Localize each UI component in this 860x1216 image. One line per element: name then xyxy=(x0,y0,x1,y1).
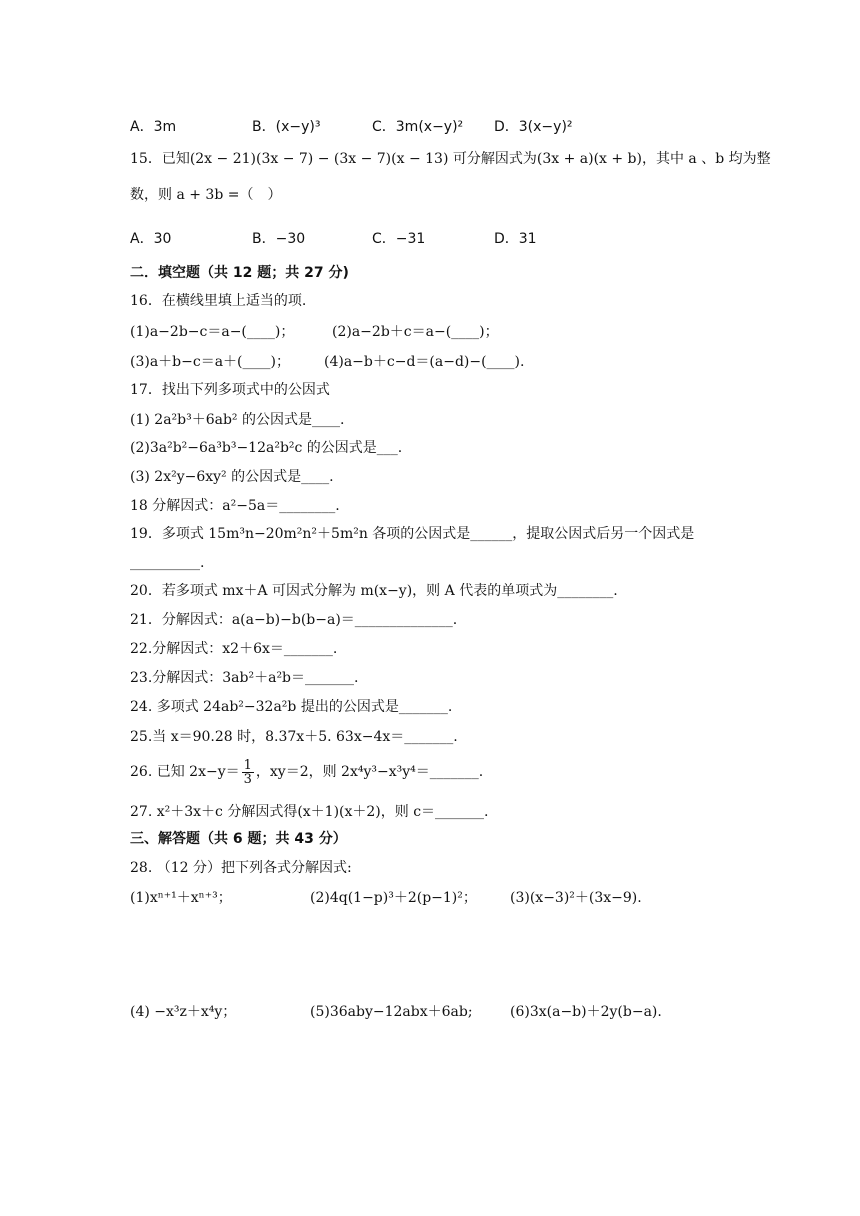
q16-item-2: (2)a−2b＋c＝a−(____)； xyxy=(332,324,499,340)
q28-title: 28. （12 分）把下列各式分解因式: xyxy=(130,860,352,876)
q14-option-d: D．3(x−y)² xyxy=(494,119,573,135)
q21: 21．分解因式：a(a−b)−b(b−a)＝______________. xyxy=(130,612,458,628)
q28-item-5: (5)36aby−12abx＋6ab; xyxy=(310,1004,473,1020)
q27: 27. x²＋3x＋c 分解因式得(x＋1)(x＋2)，则 c＝_______. xyxy=(130,804,489,820)
q15-option-b: B．−30 xyxy=(252,231,306,247)
q28-item-1: (1)xⁿ⁺¹＋xⁿ⁺³； xyxy=(130,890,232,906)
q26-prefix: 26. 已知 2x−y＝ xyxy=(130,764,240,780)
q28-item-2: (2)4q(1−p)³＋2(p−1)²； xyxy=(310,890,477,906)
q16-title: 16．在横线里填上适当的项. xyxy=(130,293,307,309)
section2-title: 二．填空题（共 12 题；共 27 分) xyxy=(130,265,349,281)
q26 xyxy=(130,756,483,788)
q26-fraction-denominator: 3 xyxy=(243,771,252,787)
q28-item-4: (4) −x³z＋x⁴y； xyxy=(130,1004,237,1020)
q19-line1: 19．多项式 15m³n−20m²n²＋5m²n 各项的公因式是______，提取公因式后另一个因式是 xyxy=(130,526,695,542)
q25: 25.当 x＝90.28 时，8.37x＋5. 63x−4x＝_______. xyxy=(130,729,458,745)
q23: 23.分解因式：3ab²＋a²b＝_______. xyxy=(130,670,359,686)
q15-option-a: A．30 xyxy=(130,231,172,247)
q28-item-6: (6)3x(a−b)＋2y(b−a). xyxy=(510,1004,662,1020)
q17-item-1: (1) 2a²b³＋6ab² 的公因式是____. xyxy=(130,412,345,428)
q26-suffix: ，xy＝2，则 2x⁴y³−x³y⁴＝_______. xyxy=(255,764,484,780)
section3-title: 三、解答题（共 6 题；共 43 分） xyxy=(130,831,347,847)
q16-item-3: (3)a＋b−c＝a＋(____)； xyxy=(130,354,290,370)
q24: 24. 多项式 24ab²−32a²b 提出的公因式是_______. xyxy=(130,699,453,715)
q18: 18 分解因式：a²−5a＝________. xyxy=(130,498,340,514)
q17-title: 17．找出下列多项式中的公因式 xyxy=(130,382,330,398)
q15-option-c: C．−31 xyxy=(372,231,426,247)
q28-item-3: (3)(x−3)²＋(3x−9). xyxy=(510,890,642,906)
q14-option-b: B．(x−y)³ xyxy=(252,119,321,135)
q15-option-d: D．31 xyxy=(494,231,537,247)
q17-item-2: (2)3a²b²−6a³b³−12a²b²c 的公因式是___. xyxy=(130,440,403,456)
q16-item-1: (1)a−2b−c＝a−(____)； xyxy=(130,324,295,340)
q17-item-3: (3) 2x²y−6xy² 的公因式是____. xyxy=(130,469,334,485)
q16-item-4: (4)a−b＋c−d＝(a−d)−(____). xyxy=(324,354,525,370)
q15-line1: 15．已知(2x − 21)(3x − 7) − (3x − 7)(x − 13) 可分解因式为(3x + a)(x + b)，其中 a 、b 均为整 xyxy=(130,151,771,167)
q22: 22.分解因式：x2＋6x＝_______. xyxy=(130,641,338,657)
q14-option-c: C．3m(x−y)² xyxy=(372,119,464,135)
q26-fraction-numerator: 1 xyxy=(243,757,252,773)
q19-line2: __________. xyxy=(130,555,205,571)
q15-line2: 数，则 a + 3b =（ ） xyxy=(130,187,282,203)
q26-fraction xyxy=(242,759,254,786)
q14-option-a: A．3m xyxy=(130,119,177,135)
q20: 20．若多项式 mx＋A 可因式分解为 m(x−y)，则 A 代表的单项式为________. xyxy=(130,583,618,599)
